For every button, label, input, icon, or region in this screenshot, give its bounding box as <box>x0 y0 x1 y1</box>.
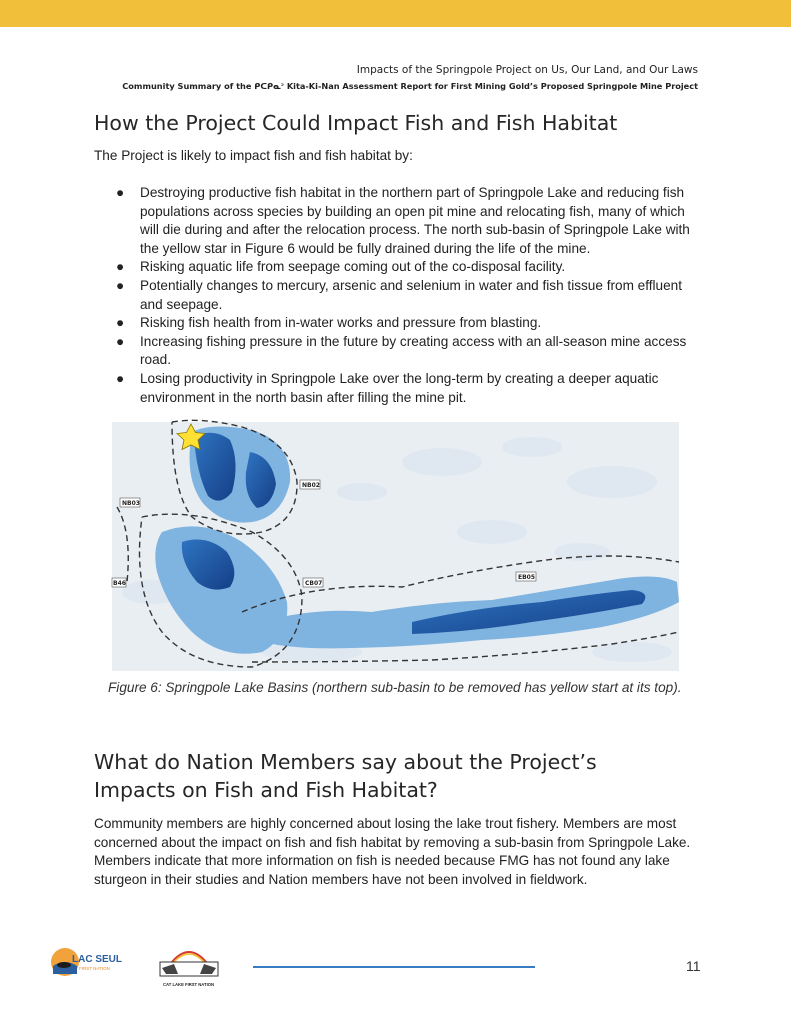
list-item: ● Risking aquatic life from seepage coming out of the co-disposal facility. <box>116 258 706 277</box>
running-header-title: Impacts of the Springpole Project on Us, Our Land, and Our Laws <box>356 64 698 76</box>
list-item: ● Increasing fishing pressure in the future by creating access with an all-season mine access road. <box>116 333 687 368</box>
list-item: ● Destroying productive fish habitat in the northern part of Springpole Lake and reducing fish populations across species by building an open pit mine and relocating fish, many of which will die during and after the relocation process. The north sub-basin of Springpole Lake with the yellow star in Figure 6 would be fully drained during the life of the mine. <box>116 185 690 256</box>
members-paragraph: Community members are highly concerned about losing the lake trout fishery. Members are most concerned about the impact on fish and fish habitat by removing a sub-basin from Springpole Lake. Members indicate that more information on fish is needed because FMG has not found any lake sturgeon in their studies and Nation members have not been involved in fieldwork. <box>94 816 691 887</box>
section-heading-fish-impact: How the Project Could Impact Fish and Fish Habitat <box>94 111 618 135</box>
svg-text:CAT LAKE FIRST NATION: CAT LAKE FIRST NATION <box>163 982 215 987</box>
svg-text:FIRST NATION: FIRST NATION <box>79 966 110 971</box>
cat-lake-logo <box>152 944 226 990</box>
bullet-icon: ● <box>116 259 125 275</box>
list-item: ● Losing productivity in Springpole Lake over the long-term by creating a deeper aquatic environment in the north basin after filling the mine pit. <box>116 370 659 405</box>
impact-bullet-list <box>116 184 706 407</box>
intro-paragraph: The Project is likely to impact fish and fish habitat by: <box>94 148 413 163</box>
figure-caption: Figure 6: Springpole Lake Basins (northern sub-basin to be removed has yellow start at its top). <box>108 680 682 695</box>
top-accent-bar <box>0 0 791 27</box>
bullet-icon: ● <box>116 185 125 200</box>
footer-divider <box>253 966 535 968</box>
page-number: 11 <box>686 958 701 974</box>
basin-label: NB02 <box>302 482 320 489</box>
bullet-icon: ● <box>116 315 125 331</box>
basin-label: B46 <box>113 580 126 587</box>
bullet-icon: ● <box>116 277 125 293</box>
running-header-subtitle: Community Summary of the ᑭᑕᑭᓇᐣ Kita-Ki-Nan Assessment Report for First Mining Gold’s Proposed Springpole Mine Project <box>122 81 698 91</box>
section-heading-members-line2: Impacts on Fish and Fish Habitat? <box>94 778 438 802</box>
map-graphic <box>112 422 679 671</box>
lac-seul-logo <box>50 944 122 986</box>
list-item: ● Potentially changes to mercury, arsenic and selenium in water and fish tissue from effluent and seepage. <box>116 277 683 312</box>
basin-label: EB05 <box>518 574 536 581</box>
svg-text:LAC SEUL: LAC SEUL <box>72 954 122 965</box>
bullet-icon: ● <box>116 370 125 386</box>
list-item: ● Risking fish health from in-water works and pressure from blasting. <box>116 314 706 333</box>
basin-label: NB03 <box>122 500 140 507</box>
bullet-icon: ● <box>116 333 125 349</box>
section-heading-members-line1: What do Nation Members say about the Project’s <box>94 750 597 774</box>
springpole-lake-basins-map <box>112 422 679 671</box>
basin-label: CB07 <box>305 580 323 587</box>
